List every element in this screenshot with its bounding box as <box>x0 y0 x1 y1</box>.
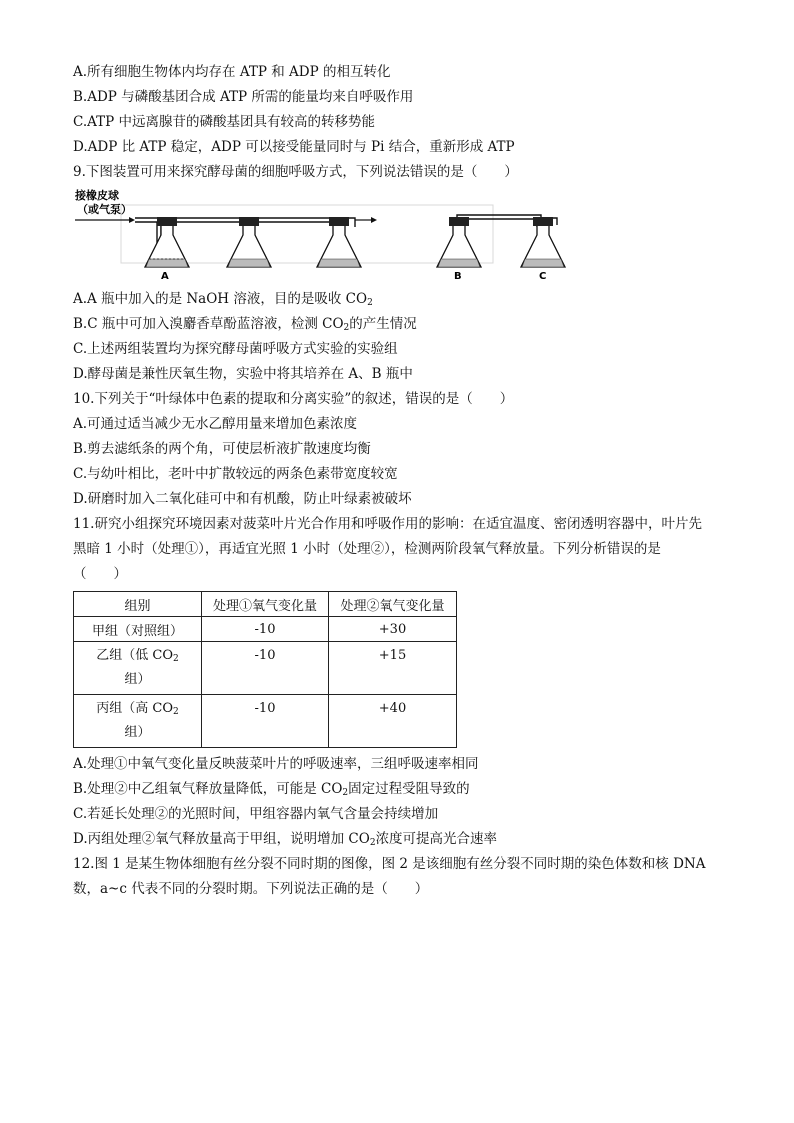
flask-a-label: A <box>161 271 169 282</box>
table-row <box>74 695 457 748</box>
q9-apparatus-figure <box>73 187 733 287</box>
q8-option-d: D.ADP 比 ATP 稳定，ADP 可以接受能量同时与 Pi 结合，重新形成 ATP <box>73 139 515 155</box>
q12-stem-line2: 数，a~c 代表不同的分裂时期。下列说法正确的是（ ） <box>73 881 429 897</box>
q10-stem: 10.下列关于“叶绿体中色素的提取和分离实验”的叙述，错误的是（ ） <box>73 391 514 407</box>
q9-option-d: D.酵母菌是兼性厌氧生物，实验中将其培养在 A、B 瓶中 <box>73 366 413 382</box>
q11-data-table <box>73 591 457 748</box>
table-cell: -10 <box>202 617 329 642</box>
q9-stem: 9.下图装置可用来探究酵母菌的细胞呼吸方式，下列说法错误的是（ ） <box>73 164 518 180</box>
flask-b-label: B <box>454 271 462 282</box>
table-cell-group: 丙组（高 $CO_2$ 组） <box>74 695 202 748</box>
q11-option-c: C.若延长处理②的光照时间，甲组容器内氧气含量会持续增加 <box>73 806 439 822</box>
q11-option-b: B.处理②中乙组氧气释放量降低，可能是 $CO_2$固定过程受阻导致的 <box>73 781 470 798</box>
pump-label-1: 接橡皮球 <box>75 189 119 202</box>
table-cell-group: 甲组（对照组） <box>74 617 202 642</box>
q11-stem-line2: 黑暗 1 小时（处理①），再适宜光照 1 小时（处理②），检测两阶段氧气释放量。下列分析错误的是 <box>73 541 661 557</box>
inlet-arrowhead-icon <box>129 217 135 223</box>
q12-stem-line1: 12.图 1 是某生物体细胞有丝分裂不同时期的图像，图 2 是该细胞有丝分裂不同时期的染色体数和核 DNA <box>73 856 706 872</box>
flask-b <box>437 217 481 282</box>
table-row <box>74 642 457 695</box>
apparatus-diagram <box>73 187 573 287</box>
q11-option-d: D.丙组处理②氧气释放量高于甲组，说明增加 $CO_2$浓度可提高光合速率 <box>73 831 498 848</box>
table-cell: +40 <box>329 695 457 748</box>
table-cell: -10 <box>202 695 329 748</box>
flask-a <box>145 217 189 282</box>
q11-stem-line3: （ ） <box>73 566 127 582</box>
q8-option-b: B.ADP 与磷酸基团合成 ATP 所需的能量均来自呼吸作用 <box>73 89 414 105</box>
table-row <box>74 617 457 642</box>
table-header: 组别 <box>74 592 202 617</box>
q11-option-a: A.处理①中氧气变化量反映菠菜叶片的呼吸速率，三组呼吸速率相同 <box>73 756 479 772</box>
q10-option-b: B.剪去滤纸条的两个角，可使层析液扩散速度均衡 <box>73 441 371 457</box>
q8-option-c: C.ATP 中远离腺苷的磷酸基团具有较高的转移势能 <box>73 114 376 130</box>
q10-option-d: D.研磨时加入二氧化硅可中和有机酸，防止叶绿素被破坏 <box>73 491 412 507</box>
q11-stem-line1: 11.研究小组探究环境因素对菠菜叶片光合作用和呼吸作用的影响：在适宜温度、密闭透明容器中，叶片先 <box>73 516 702 532</box>
flask-middle-1 <box>227 217 271 267</box>
table-header: 处理②氧气变化量 <box>329 592 457 617</box>
q8-option-a: A.所有细胞生物体内均存在 ATP 和 ADP 的相互转化 <box>73 64 391 80</box>
table-header-row <box>74 592 457 617</box>
q9-option-a: A.A 瓶中加入的是 NaOH 溶液，目的是吸收 $CO_2$ <box>73 291 373 308</box>
table-cell: +30 <box>329 617 457 642</box>
q10-option-c: C.与幼叶相比，老叶中扩散较远的两条色素带宽度较宽 <box>73 466 398 482</box>
table-cell-group: 乙组（低 $CO_2$ 组） <box>74 642 202 695</box>
table-cell: +15 <box>329 642 457 695</box>
table-header: 处理①氧气变化量 <box>202 592 329 617</box>
outlet-arrowhead-icon <box>371 217 377 223</box>
table-cell: -10 <box>202 642 329 695</box>
q9-option-b: B.C 瓶中可加入溴麝香草酚蓝溶液，检测 $CO_2$的产生情况 <box>73 316 417 333</box>
flask-c-label: C <box>539 271 547 282</box>
pump-label-2: （或气泵） <box>77 203 132 216</box>
q9-option-c: C.上述两组装置均为探究酵母菌呼吸方式实验的实验组 <box>73 341 398 357</box>
flask-c <box>521 217 565 282</box>
exam-page <box>73 60 733 902</box>
q10-option-a: A.可通过适当减少无水乙醇用量来增加色素浓度 <box>73 416 358 432</box>
